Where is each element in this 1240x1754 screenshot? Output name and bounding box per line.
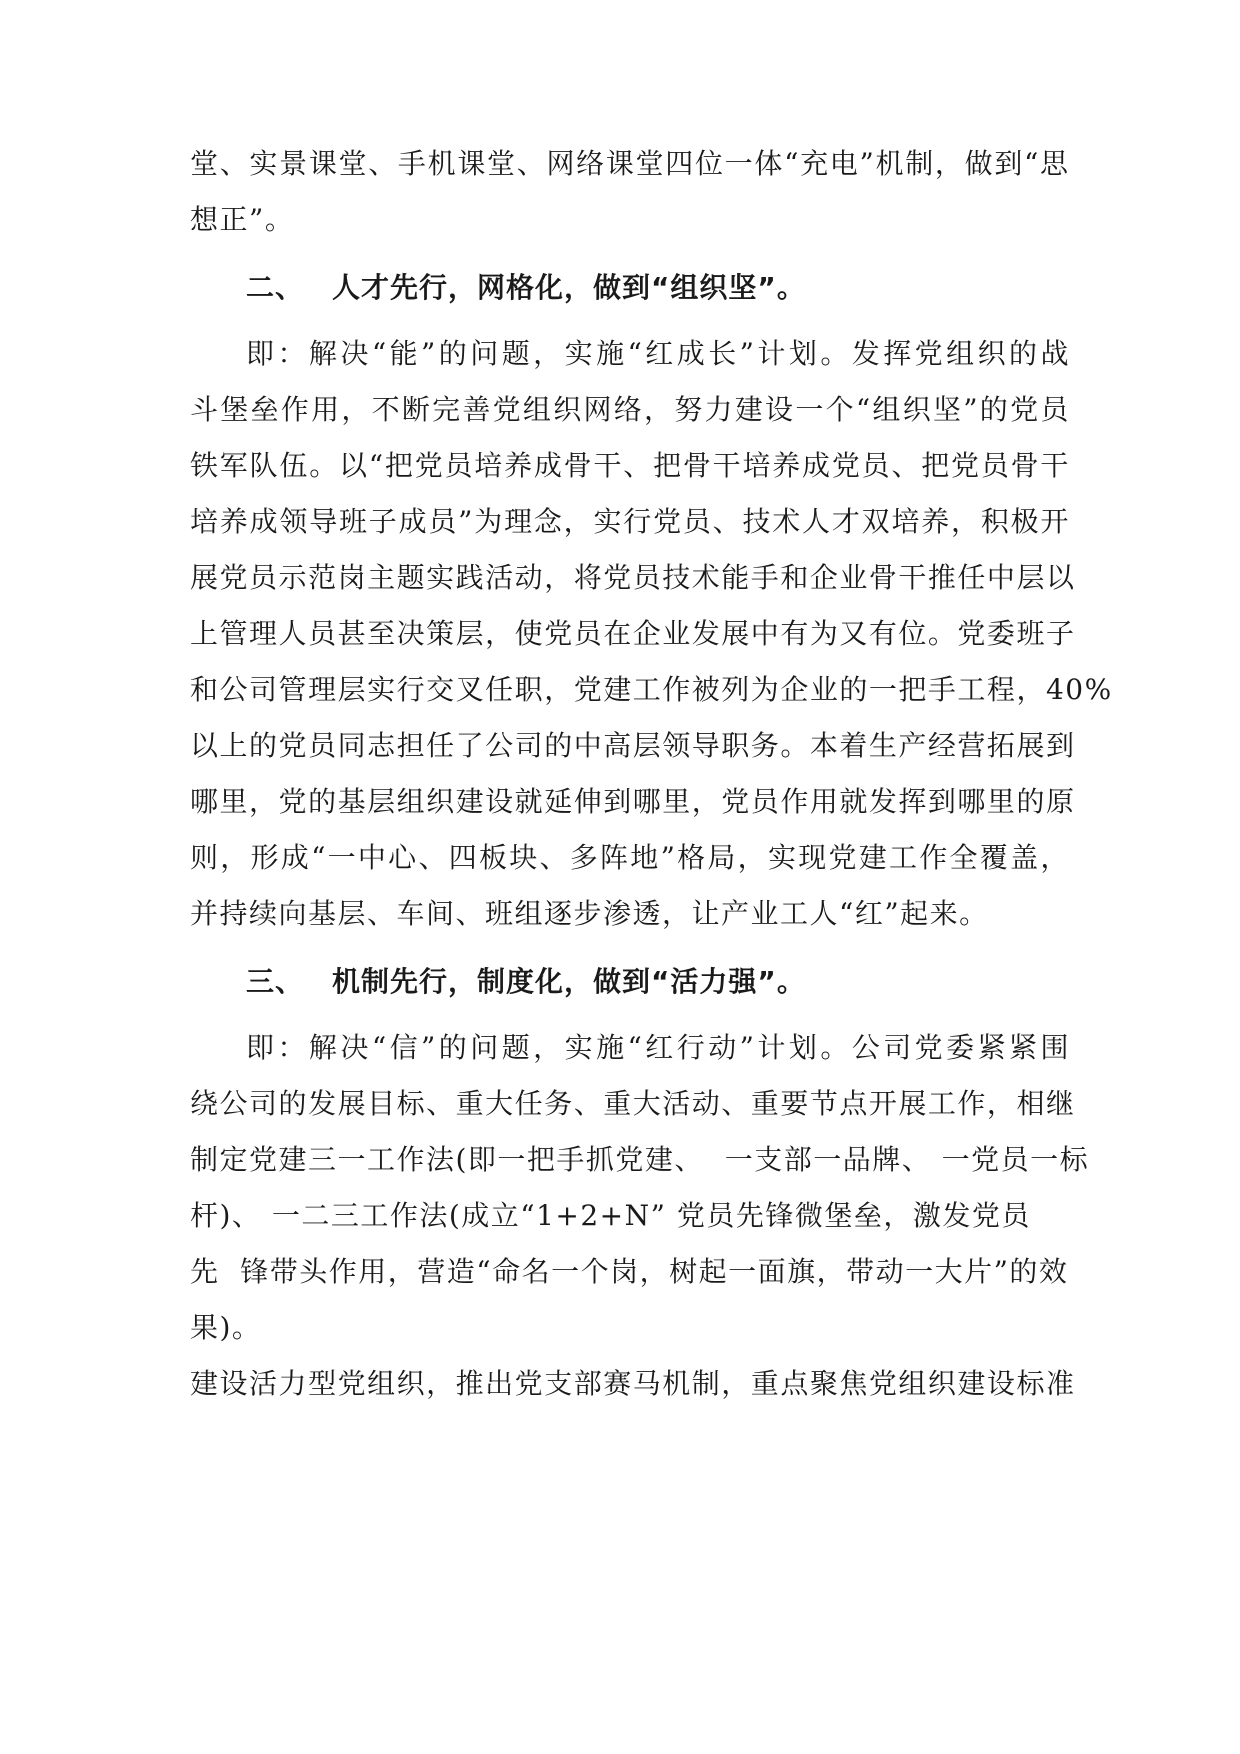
section-number: 三、 xyxy=(246,965,305,998)
body-line: 即 ： 解 决 “ 能 ” 的 问 题 ， 实 施 “ 红 成 长 ” 计 划 。 发 挥 党 组 织 的 战 xyxy=(246,337,1070,370)
body-line: 想正”。 xyxy=(190,203,295,236)
body-line: 哪 里 ， 党 的 基 层 组 织 建 设 就 延 伸 到 哪 里 ， 党 员 作 用 就 发 挥 到 哪 里 的 原 xyxy=(190,785,1076,818)
body-line: 则 ， 形 成 “ 一 中 心 、 四 板 块 、 多 阵 地 ” 格 局 ， 实 现 党 建 工 作 全 覆 盖 ， xyxy=(190,841,1070,874)
body-line: 先 锋带头作用，营造“命名一个岗，树起一面旗，带动一大片”的效 xyxy=(190,1255,1069,1288)
body-line: 斗 堡 垒 作 用 ， 不 断 完 善 党 组 织 网 络 ， 努 力 建 设 一 个 “ 组 织 坚 ” 的 党 员 xyxy=(190,393,1070,426)
section-heading-3 xyxy=(246,962,1070,1002)
body-line: 培 养 成 领 导 班 子 成 员 ” 为 理 念 ， 实 行 党 员 、 技 术 人 才 双 培 养 ， 积 极 开 xyxy=(190,505,1070,538)
body-line: 建 设 活 力 型 党 组 织 ， 推 出 党 支 部 赛 马 机 制 ， 重 点 聚 焦 党 组 织 建 设 标 准 xyxy=(190,1367,1076,1400)
body-line: 上 管 理 人 员 甚 至 决 策 层 ， 使 党 员 在 企 业 发 展 中 有 为 又 有 位 。 党 委 班 子 xyxy=(190,617,1076,650)
body-line: 杆)、 一二三工作法(成立“1+2+N” 党员先锋微堡垒，激发党员 xyxy=(190,1199,1031,1232)
body-line: 并持续向基层、车间、班组逐步渗透，让产业工人“红”起来。 xyxy=(190,897,989,930)
section-number: 二、 xyxy=(246,271,305,304)
body-line: 堂 、 实 景 课 堂 、 手 机 课 堂 、 网 络 课 堂 四 位 一 体 “ 充 电 ” 机 制 ， 做 到 “ 思 xyxy=(190,147,1070,180)
body-line: 即 ： 解 决 “ 信 ” 的 问 题 ， 实 施 “ 红 行 动 ” 计 划 。 公 司 党 委 紧 紧 围 xyxy=(246,1031,1070,1064)
body-line: 绕 公 司 的 发 展 目 标 、 重 大 任 务 、 重 大 活 动 、 重 要 节 点 开 展 工 作 ， 相 继 xyxy=(190,1087,1076,1120)
section-title: 人才先行，网格化，做到“组织坚”。 xyxy=(332,271,806,304)
body-line: 以 上 的 党 员 同 志 担 任 了 公 司 的 中 高 层 领 导 职 务 。 本 着 生 产 经 营 拓 展 到 xyxy=(190,729,1076,762)
body-line: 制定党建三一工作法(即一把手抓党建、 一支部一品牌、 一党员一标 xyxy=(190,1143,1090,1176)
body-line: 和 公 司 管 理 层 实 行 交 叉 任 职 ， 党 建 工 作 被 列 为 企 业 的 一 把 手 工 程 ， 4 0 % xyxy=(190,673,1113,706)
section-heading-2 xyxy=(246,268,1070,308)
body-line: 铁 军 队 伍 。 以 “ 把 党 员 培 养 成 骨 干 、 把 骨 干 培 养 成 党 员 、 把 党 员 骨 干 xyxy=(190,449,1070,482)
body-line: 展 党 员 示 范 岗 主 题 实 践 活 动 ， 将 党 员 技 术 能 手 和 企 业 骨 干 推 任 中 层 以 xyxy=(190,561,1076,594)
body-line: 果)。 xyxy=(190,1311,262,1344)
section-title: 机制先行，制度化，做到“活力强”。 xyxy=(332,965,806,998)
